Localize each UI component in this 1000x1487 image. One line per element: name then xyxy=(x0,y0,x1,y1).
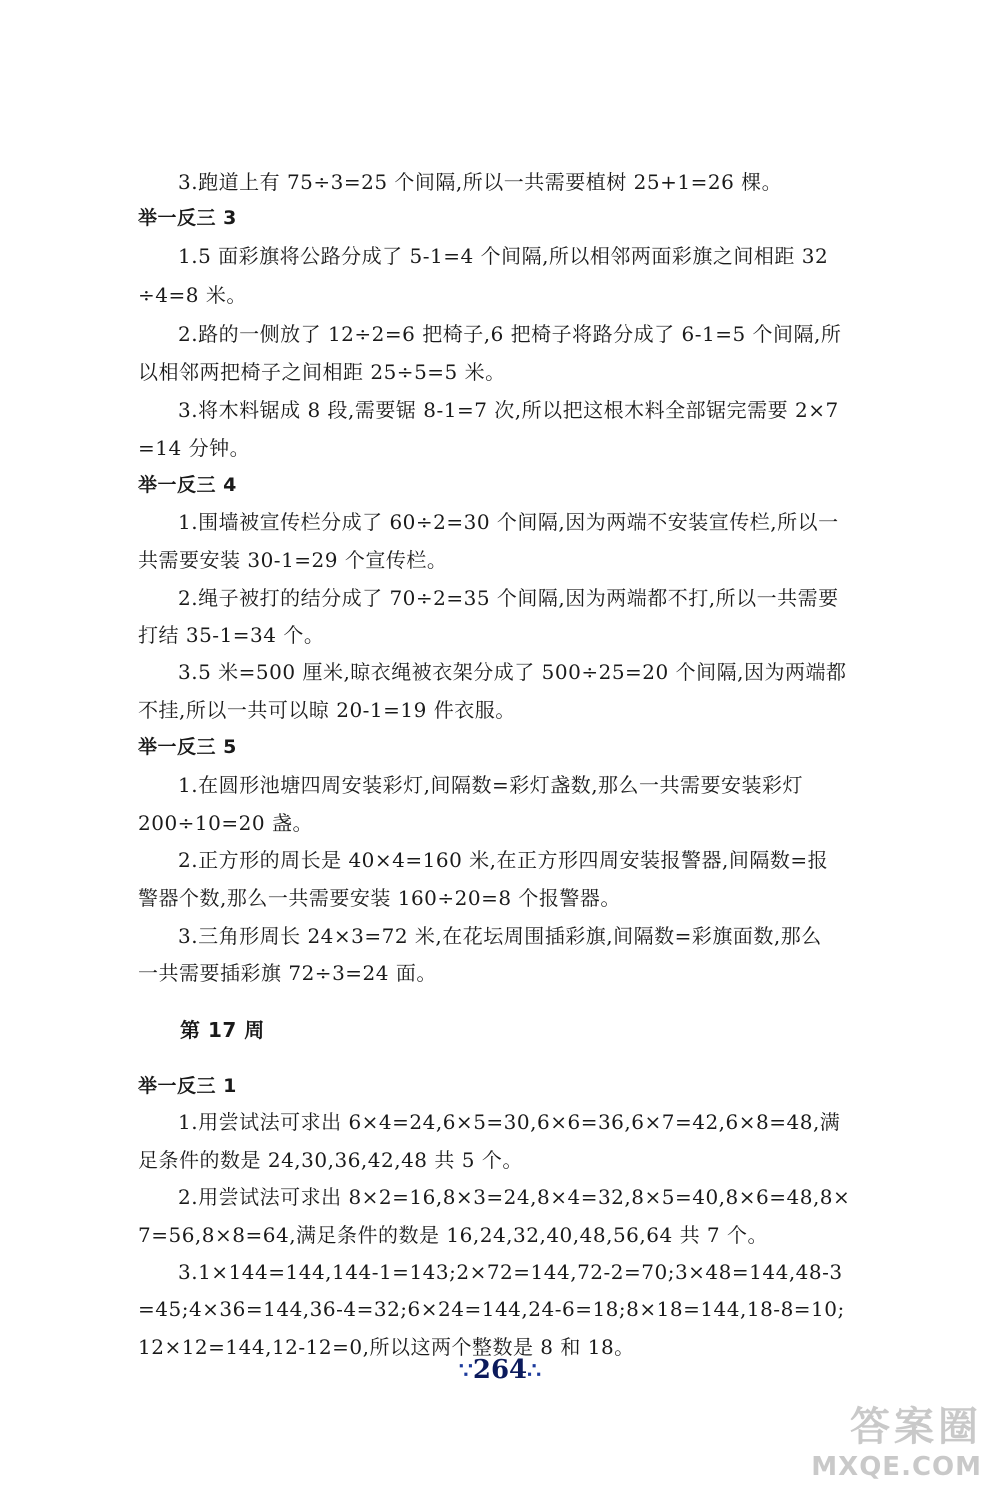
text-line: 12×12=144,12-12=0,所以这两个整数是 8 和 18。 xyxy=(138,1335,635,1359)
text-line: 3.三角形周长 24×3=72 米,在花坛周围插彩旗,间隔数=彩旗面数,那么 xyxy=(178,924,822,948)
text-line: 3.跑道上有 75÷3=25 个间隔,所以一共需要植树 25+1=26 棵。 xyxy=(178,170,783,194)
page-dots-left: ∵ xyxy=(458,1358,473,1384)
text-line: ÷4=8 米。 xyxy=(138,283,247,307)
text-line: 1.5 面彩旗将公路分成了 5-1=4 个间隔,所以相邻两面彩旗之间相距 32 xyxy=(178,244,829,268)
text-line: 3.5 米=500 厘米,晾衣绳被衣架分成了 500÷25=20 个间隔,因为两端都 xyxy=(178,660,847,684)
text-line: 不挂,所以一共可以晾 20-1=19 件衣服。 xyxy=(138,698,516,722)
text-line: 3.将木料锯成 8 段,需要锯 8-1=7 次,所以把这根木料全部锯完需要 2×7 xyxy=(178,398,839,422)
text-line: 1.用尝试法可求出 6×4=24,6×5=30,6×6=36,6×7=42,6×8=48,满 xyxy=(178,1110,841,1134)
text-line: 以相邻两把椅子之间相距 25÷5=5 米。 xyxy=(138,360,506,384)
text-line: 2.路的一侧放了 12÷2=6 把椅子,6 把椅子将路分成了 6-1=5 个间隔,所 xyxy=(178,322,842,346)
section-heading: 举一反三 4 xyxy=(138,474,237,496)
text-line: 1.在圆形池塘四周安装彩灯,间隔数=彩灯盏数,那么一共需要安装彩灯 xyxy=(178,773,804,797)
page-dots-right: ∴ xyxy=(527,1358,542,1384)
text-line: 2.绳子被打的结分成了 70÷2=35 个间隔,因为两端都不打,所以一共需要 xyxy=(178,586,839,610)
watermark-logo xyxy=(811,1395,982,1482)
text-line: 7=56,8×8=64,满足条件的数是 16,24,32,40,48,56,64 共 7 个。 xyxy=(138,1223,769,1247)
text-line: 200÷10=20 盏。 xyxy=(138,811,313,835)
page-number xyxy=(0,1355,1000,1385)
section-heading: 举一反三 3 xyxy=(138,207,237,229)
text-line: 一共需要插彩旗 72÷3=24 面。 xyxy=(138,961,437,985)
section-heading: 举一反三 5 xyxy=(138,736,237,758)
text-line: 警器个数,那么一共需要安装 160÷20=8 个报警器。 xyxy=(138,886,621,910)
text-line: 1.围墙被宣传栏分成了 60÷2=30 个间隔,因为两端不安装宣传栏,所以一 xyxy=(178,510,839,534)
text-line: 2.正方形的周长是 40×4=160 米,在正方形四周安装报警器,间隔数=报 xyxy=(178,848,829,872)
text-line: 足条件的数是 24,30,36,42,48 共 5 个。 xyxy=(138,1148,523,1172)
text-line: 共需要安装 30-1=29 个宣传栏。 xyxy=(138,548,448,572)
week-heading: 第 17 周 xyxy=(180,1018,265,1042)
page-number-value: 264 xyxy=(472,1355,528,1385)
text-line: =45;4×36=144,36-4=32;6×24=144,24-6=18;8×18=144,18-8=10; xyxy=(138,1297,845,1321)
watermark-text: 答案圈 xyxy=(850,1404,982,1450)
text-line: =14 分钟。 xyxy=(138,436,251,460)
text-line: 3.1×144=144,144-1=143;2×72=144,72-2=70;3×48=144,48-3 xyxy=(178,1260,843,1284)
section-heading: 举一反三 1 xyxy=(138,1075,237,1097)
text-line: 打结 35-1=34 个。 xyxy=(138,623,325,647)
text-line: 2.用尝试法可求出 8×2=16,8×3=24,8×4=32,8×5=40,8×6=48,8× xyxy=(178,1185,851,1209)
watermark-url: MXQE.COM xyxy=(811,1452,982,1482)
